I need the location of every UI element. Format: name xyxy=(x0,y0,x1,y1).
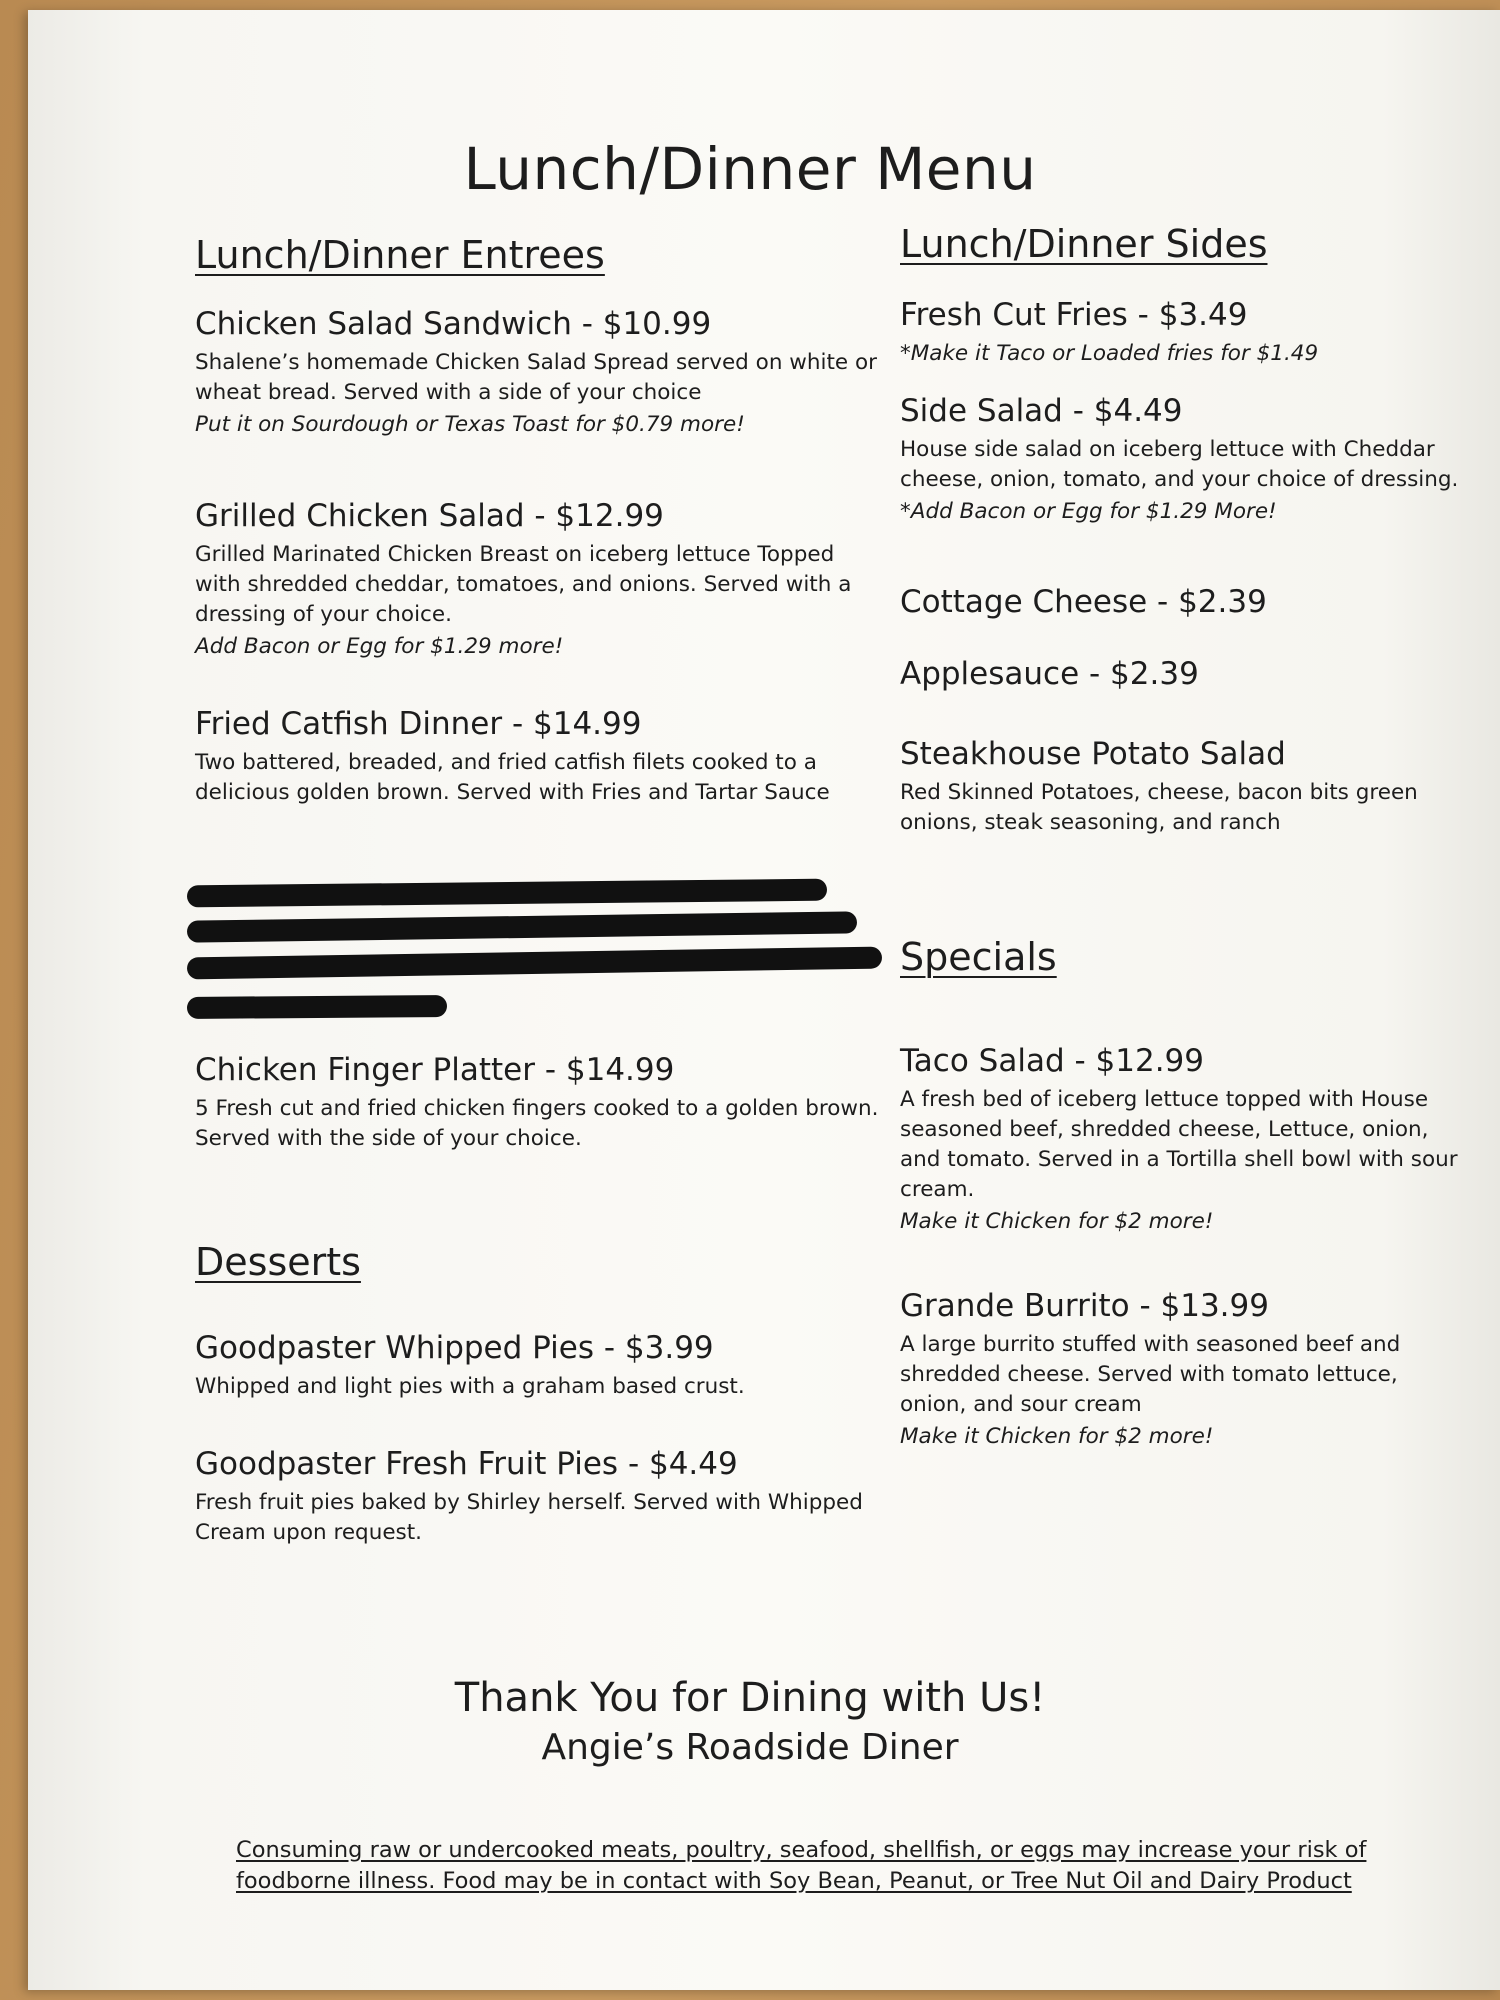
entree-item xyxy=(195,1052,885,1154)
item-description: Two battered, breaded, and fried catfish filets cooked to a delicious golden brown. Served with Fries and Tartar Sauce xyxy=(195,750,830,805)
entree-item xyxy=(195,306,885,440)
item-description: Fresh fruit pies baked by Shirley herself. Served with Whipped Cream upon request. xyxy=(195,1490,863,1545)
sides-heading: Lunch/Dinner Sides xyxy=(900,222,1268,266)
item-name: Grilled Chicken Salad - $12.99 xyxy=(195,498,664,534)
food-safety-disclaimer: Consuming raw or undercooked meats, poultry, seafood, shellfish, or eggs may increase your risk of foodborne illness. Food may be in contact with Soy Bean, Peanut, or Tree Nut Oil and Dairy Product xyxy=(236,1837,1367,1894)
marker-strike xyxy=(187,995,447,1019)
specials-heading: Specials xyxy=(900,935,1057,979)
item-name: Goodpaster Fresh Fruit Pies - $4.49 xyxy=(195,1446,738,1482)
item-description: Red Skinned Potatoes, cheese, bacon bits green onions, steak seasoning, and ranch xyxy=(900,780,1418,835)
item-name: Goodpaster Whipped Pies - $3.99 xyxy=(195,1330,714,1366)
side-item xyxy=(900,656,1460,698)
item-description: A large burrito stuffed with seasoned beef and shredded cheese. Served with tomato lettuce, onion, and sour cream xyxy=(900,1332,1401,1417)
item-description: A fresh bed of iceberg lettuce topped with House seasoned beef, shredded cheese, Lettuce, onion, and tomato. Served in a Tortilla shell bowl with sour cream. xyxy=(900,1087,1458,1202)
entree-item xyxy=(195,498,885,662)
thank-you-text: Thank You for Dining with Us! xyxy=(454,1675,1046,1721)
redacted-item xyxy=(195,872,885,1042)
side-item xyxy=(900,297,1460,369)
marker-strike xyxy=(187,947,882,980)
item-name: Cottage Cheese - $2.39 xyxy=(900,584,1267,620)
item-name: Chicken Finger Platter - $14.99 xyxy=(195,1052,675,1088)
item-name: Steakhouse Potato Salad xyxy=(900,736,1286,772)
side-item xyxy=(900,584,1460,626)
side-item xyxy=(900,736,1460,838)
entree-item xyxy=(195,706,885,808)
item-note: Put it on Sourdough or Texas Toast for $0.79 more! xyxy=(195,412,745,437)
item-description: Whipped and light pies with a graham based crust. xyxy=(195,1374,745,1399)
item-description: 5 Fresh cut and fried chicken fingers cooked to a golden brown. Served with the side of your choice. xyxy=(195,1096,879,1151)
item-note: *Add Bacon or Egg for $1.29 More! xyxy=(900,499,1277,524)
diner-name: Angie’s Roadside Diner xyxy=(541,1727,959,1768)
item-name: Taco Salad - $12.99 xyxy=(900,1043,1204,1079)
item-name: Applesauce - $2.39 xyxy=(900,656,1199,692)
marker-strike xyxy=(187,879,827,908)
item-note: *Make it Taco or Loaded fries for $1.49 xyxy=(900,341,1319,366)
desserts-heading: Desserts xyxy=(195,1240,361,1284)
page-title: Lunch/Dinner Menu xyxy=(463,135,1037,203)
special-item xyxy=(900,1288,1460,1452)
side-item xyxy=(900,393,1460,527)
item-name: Side Salad - $4.49 xyxy=(900,393,1183,429)
dessert-item xyxy=(195,1446,885,1548)
entrees-heading: Lunch/Dinner Entrees xyxy=(195,233,605,277)
dessert-item xyxy=(195,1330,885,1402)
item-description: House side salad on iceberg lettuce with Cheddar cheese, onion, tomato, and your choice of dressing. xyxy=(900,437,1459,492)
item-note: Make it Chicken for $2 more! xyxy=(900,1209,1214,1234)
marker-strike xyxy=(187,911,857,942)
item-note: Add Bacon or Egg for $1.29 more! xyxy=(195,634,564,659)
special-item xyxy=(900,1043,1460,1237)
item-name: Chicken Salad Sandwich - $10.99 xyxy=(195,306,712,342)
item-name: Fresh Cut Fries - $3.49 xyxy=(900,297,1248,333)
item-description: Grilled Marinated Chicken Breast on iceberg lettuce Topped with shredded cheddar, tomatoes, and onions. Served with a dressing of your choice. xyxy=(195,542,852,627)
item-name: Fried Catfish Dinner - $14.99 xyxy=(195,706,642,742)
item-note: Make it Chicken for $2 more! xyxy=(900,1424,1214,1449)
item-name: Grande Burrito - $13.99 xyxy=(900,1288,1269,1324)
item-description: Shalene’s homemade Chicken Salad Spread served on white or wheat bread. Served with a side of your choice xyxy=(195,350,877,405)
